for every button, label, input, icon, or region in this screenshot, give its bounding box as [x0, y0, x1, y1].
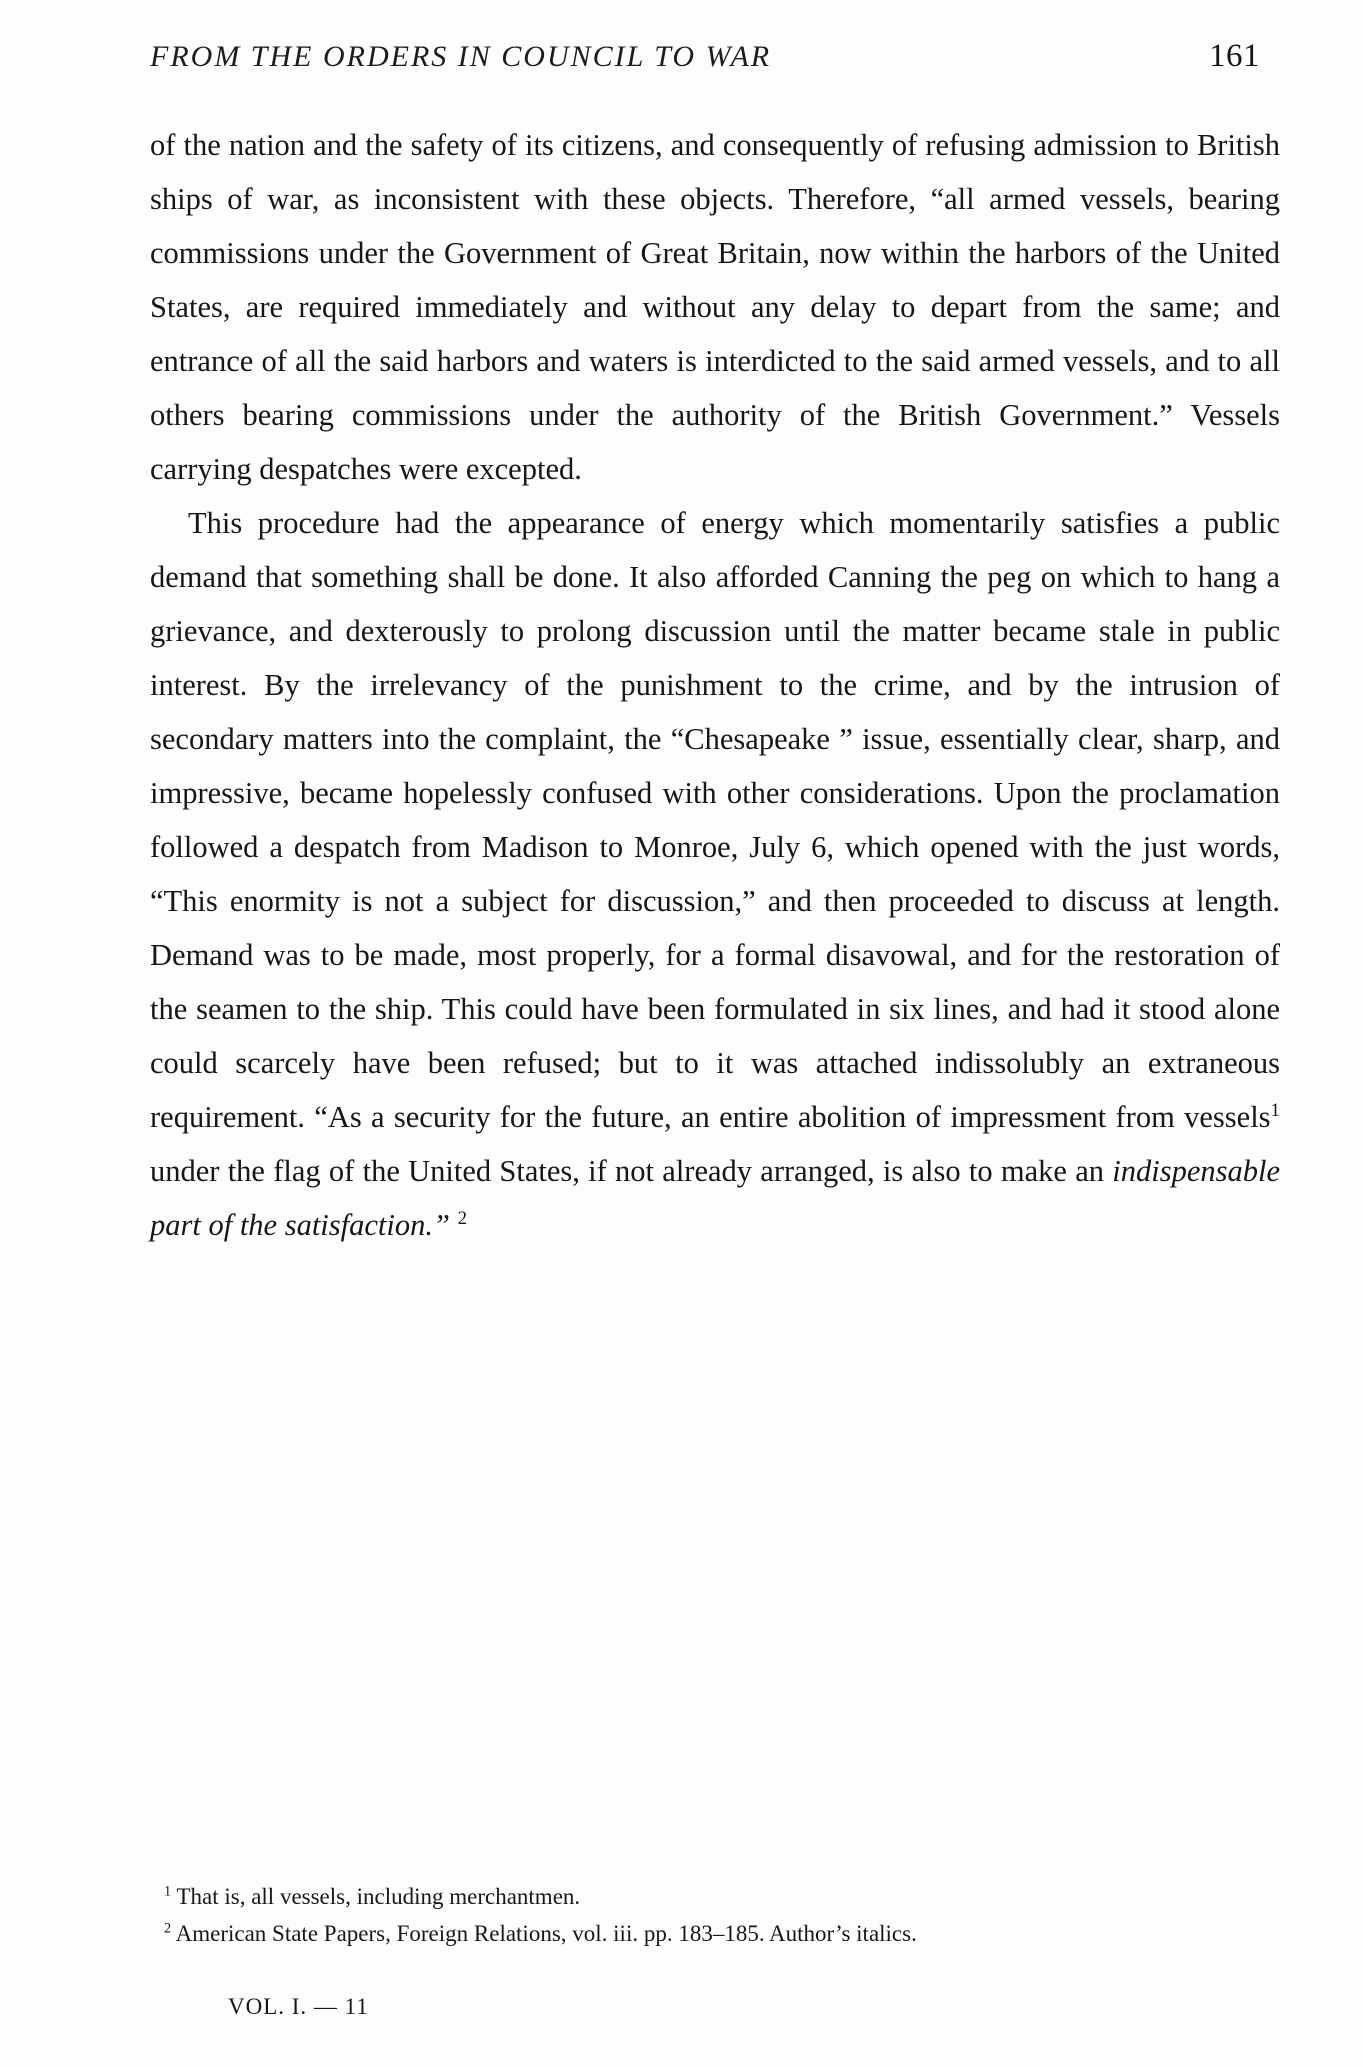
page-header — [150, 38, 1260, 75]
footnote-1-marker: 1 — [164, 1883, 172, 1900]
footnote-2-marker: 2 — [164, 1920, 172, 1937]
paragraph-2 — [150, 496, 1280, 1252]
footnote-reference-2: 2 — [457, 1207, 468, 1229]
footnote-2 — [128, 1915, 1268, 1952]
paragraph-2-text-part-1: This procedure had the appearance of energy which momentarily satisfies a public demand that something shall be done. It also afforded Canning the peg on which to hang a grievance, and dexterously to prolong discussion until the matter became stale in public interest. By the irrelevancy of the punishment to the crime, and by the intrusion of secondary matters into the complaint, the “Chesapeake ” issue, essentially clear, sharp, and impressive, became hopelessly confused with other considerations. Upon the proclamation followed a despatch from Madison to Monroe, July 6, which opened with the just words, “This enormity is not a subject for discussion,” and then proceeded to discuss at length. Demand was to be made, most properly, for a formal disavowal, and for the restoration of the seamen to the ship. This could have been formulated in six lines, and had it stood alone could scarcely have been refused; but to it was attached indissolubly an extraneous requirement. “As a security for the future, an entire abolition of impressment from vessels — [150, 506, 1280, 1134]
paragraph-2-text-part-2: under the flag of the United States, if not already arranged, is also to make an — [150, 1154, 1113, 1188]
footnote-1 — [128, 1878, 1268, 1915]
page-number: 161 — [1209, 38, 1260, 74]
running-head: FROM THE ORDERS IN COUNCIL TO WAR — [150, 40, 772, 73]
footnote-1-text: That is, all vessels, including merchantmen. — [176, 1884, 581, 1909]
page-body — [150, 118, 1280, 1252]
paragraph-1: of the nation and the safety of its citizens, and consequently of refusing admission to British ships of war, as inconsistent with these objects. Therefore, “all armed vessels, bearing commissions under the Government of Great Britain, now within the harbors of the United States, are required immediately and without any delay to depart from the same; and entrance of all the said harbors and waters is interdicted to the said armed vessels, and to all others bearing commissions under the authority of the British Government.” Vessels carrying despatches were excepted. — [150, 128, 1280, 486]
volume-signature-line: VOL. I. — 11 — [228, 1994, 369, 2019]
footnotes-block — [128, 1878, 1268, 1952]
footnote-reference-1: 1 — [1270, 1099, 1280, 1121]
paragraph-2-italic-phrase: indispensable part of the satisfaction.” — [150, 1154, 1280, 1242]
footnote-2-text: American State Papers, Foreign Relations, vol. iii. pp. 183–185. Author’s italics. — [175, 1921, 917, 1946]
